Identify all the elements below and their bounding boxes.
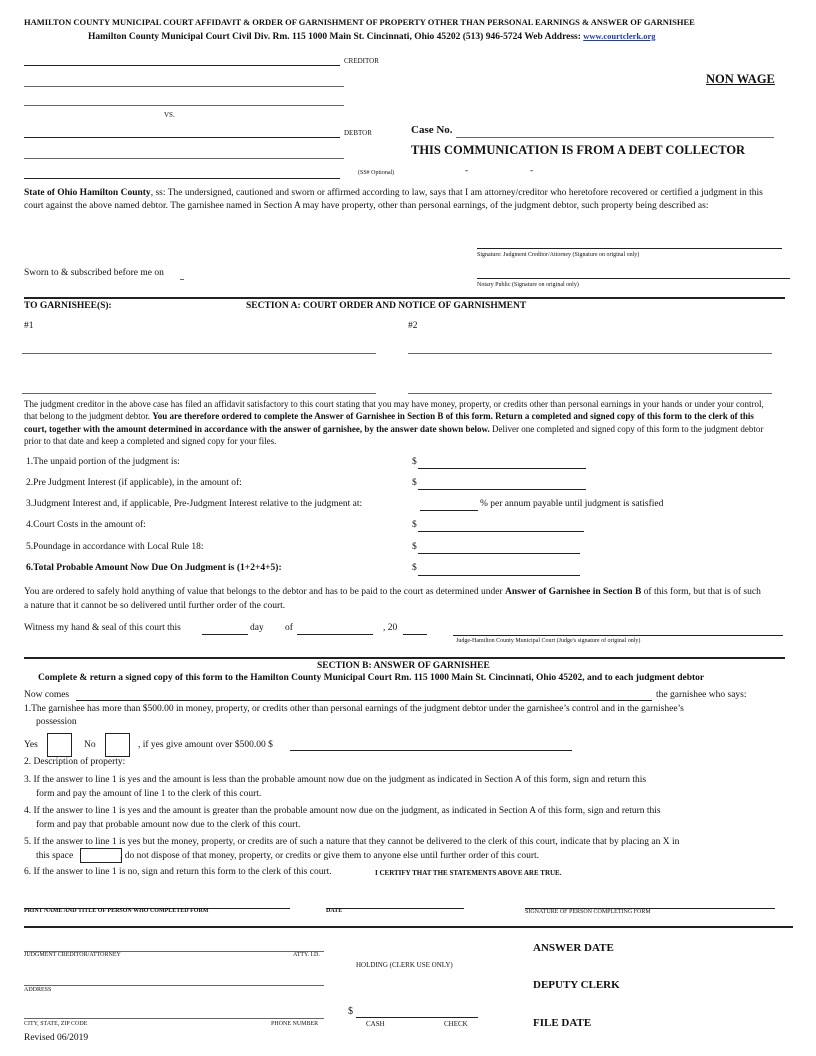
- line-5-space-label: this space: [36, 851, 74, 861]
- to-garnishee-label: TO GARNISHEE(S):: [24, 301, 112, 311]
- debtor-address-line-2[interactable]: [24, 178, 340, 179]
- day-label: day: [250, 623, 264, 633]
- item-4-text: Court Costs in the amount of:: [33, 520, 146, 530]
- creditor-attorney-label: JUDGMENT CREDITOR/ATTORNEY: [24, 952, 121, 958]
- witness-day-input[interactable]: [202, 634, 248, 635]
- garnishee-name-input[interactable]: [76, 700, 652, 701]
- no-checkbox[interactable]: [105, 733, 130, 757]
- answer-date-label: ANSWER DATE: [533, 942, 614, 954]
- case-no-input[interactable]: [456, 137, 774, 138]
- notary-signature-line[interactable]: [477, 278, 790, 279]
- item-1-amount-input[interactable]: [418, 468, 586, 469]
- notice-part-2: Deliver one completed and signed copy of this form to the judgment debtor prior to that date and keep a completed and signed copy for your files.: [24, 423, 764, 446]
- creditor-signature-line[interactable]: [477, 248, 782, 249]
- garnishee-1-line-2[interactable]: [22, 393, 376, 394]
- holding-dollar: $: [348, 1006, 353, 1017]
- creditor-signature-label: Signature: Judgment Creditor/Attorney (Signature on original only): [477, 252, 640, 258]
- item-6-num: 6.: [26, 563, 34, 573]
- item-5-text: Poundage in accordance with Local Rule 18:: [33, 542, 204, 552]
- line-6-text: 6. If the answer to line 1 is no, sign and return this form to the clerk of this court.: [24, 867, 332, 877]
- certify-statement: I CERTIFY THAT THE STATEMENTS ABOVE ARE TRUE.: [375, 869, 562, 877]
- section-a-divider: [24, 297, 785, 299]
- affidavit-text: [24, 187, 776, 212]
- line-2-text: 2. Description of property:: [24, 757, 126, 767]
- cash-label: CASH: [366, 1020, 385, 1028]
- garnishee-2-label: #2: [408, 321, 418, 331]
- debt-collector-notice: THIS COMMUNICATION IS FROM A DEBT COLLECTOR: [411, 143, 746, 157]
- year-label: , 20: [383, 623, 398, 633]
- ss-dash-2: -: [530, 166, 534, 176]
- item-4-label: [26, 520, 146, 530]
- address-label: ADDRESS: [24, 987, 52, 993]
- ss-dash-1: -: [465, 166, 469, 176]
- website-link[interactable]: www.courtclerk.org: [583, 31, 656, 41]
- ss-optional-label: (SS# Optional): [358, 170, 395, 176]
- affidavit-ss: , ss:: [150, 188, 166, 198]
- item-1-label: [26, 457, 180, 467]
- creditor-address-line-2[interactable]: [24, 105, 344, 106]
- hold-part-2: of this form, but that is of such a nature that it cannot be so delivered until further order of the court.: [24, 587, 761, 611]
- sworn-label: Sworn to & subscribed before me on: [24, 268, 164, 278]
- creditor-label: CREDITOR: [344, 57, 379, 65]
- item-2-label: [26, 478, 242, 488]
- footer-divider: [24, 926, 793, 928]
- garnishee-1-label: #1: [24, 321, 34, 331]
- holding-amount-input[interactable]: [356, 1017, 478, 1018]
- debtor-label: DEBTOR: [344, 129, 372, 137]
- affidavit-body: The undersigned, cautioned and sworn or affirmed according to law, says that I am attorney/creditor who heretofore recovered or certified a judgment in this court against the above named debtor. The garnishee named in Section A may have property, other than personal earnings, of the judgment debtor, such property being described as:: [24, 188, 763, 211]
- hold-order-text: [24, 585, 766, 613]
- creditor-line[interactable]: [24, 65, 340, 66]
- item-3-label: [26, 499, 362, 509]
- now-comes-label: Now comes: [24, 690, 70, 700]
- item-2-num: 2.: [26, 478, 34, 488]
- item-6-label: [26, 563, 282, 573]
- revised-label: Revised 06/2019: [24, 1033, 89, 1043]
- line-4-text-cont: form and pay that probable amount now due to the clerk of this court.: [36, 820, 301, 830]
- witness-month-input[interactable]: [297, 634, 373, 635]
- section-b-instruction: Complete & return a signed copy of this form to the Hamilton County Municipal Court Rm. 115 1000 Main St. Cincinnati, Ohio 45202, and to each judgment debtor: [38, 673, 705, 683]
- yes-label: Yes: [24, 740, 38, 750]
- court-address: [88, 31, 656, 42]
- amount-over-input[interactable]: [290, 750, 572, 751]
- item-3-num: 3.: [26, 499, 34, 509]
- line-1-possession: possession: [36, 717, 77, 727]
- city-label: CITY, STATE, ZIP CODE: [24, 1021, 88, 1027]
- section-a-title: SECTION A: COURT ORDER AND NOTICE OF GARNISHMENT: [246, 301, 527, 311]
- witness-year-input[interactable]: [403, 634, 427, 635]
- non-wage-label: NON WAGE: [706, 72, 775, 86]
- witness-label: Witness my hand & seal of this court this: [24, 623, 181, 633]
- hold-part-1: You are ordered to safely hold anything of value that belongs to the debtor and has to be paid to the court as determined under: [24, 587, 506, 597]
- file-date-label: FILE DATE: [533, 1017, 592, 1029]
- item-5-dollar: $: [412, 542, 417, 552]
- notary-signature-label: Notary Public (Signature on original only): [477, 282, 579, 288]
- print-name-label: PRINT NAME AND TITLE OF PERSON WHO COMPLETED FORM: [24, 908, 209, 914]
- line-5-x-box[interactable]: [80, 848, 122, 863]
- item-4-num: 4.: [26, 520, 34, 530]
- item-6-amount-input[interactable]: [418, 575, 580, 576]
- item-5-num: 5.: [26, 542, 34, 552]
- interest-suffix: % per annum payable until judgment is satisfied: [480, 499, 664, 509]
- garnishee-2-line-2[interactable]: [408, 393, 772, 394]
- case-no-label: Case No.: [411, 124, 453, 136]
- yes-checkbox[interactable]: [47, 733, 72, 757]
- garnishment-notice: [24, 398, 766, 447]
- hold-bold: Answer of Garnishee in Section B: [505, 587, 642, 597]
- item-1-dollar: $: [412, 457, 417, 467]
- section-b-title: SECTION B: ANSWER OF GARNISHEE: [317, 661, 490, 671]
- item-6-text: Total Probable Amount Now Due On Judgment is (1+2+4+5):: [33, 563, 282, 573]
- garnishee-says-label: the garnishee who says:: [656, 690, 747, 700]
- holding-label: HOLDING (CLERK USE ONLY): [356, 961, 453, 969]
- garnishee-1-line-1[interactable]: [22, 353, 376, 354]
- of-label: of: [285, 623, 293, 633]
- section-b-divider: [24, 657, 785, 659]
- debtor-address-line-1[interactable]: [24, 158, 344, 159]
- garnishee-2-line-1[interactable]: [408, 353, 772, 354]
- creditor-attorney-input[interactable]: [24, 951, 324, 952]
- check-label: CHECK: [444, 1020, 468, 1028]
- notice-part-1: The judgment creditor in the above case has filed an affidavit satisfactory to this court stating that you may have money, property, or credits other than personal earnings in your hands or under your control, that belong to the judgment debtor.: [24, 399, 764, 422]
- item-2-amount-input[interactable]: [418, 489, 586, 490]
- vs-label: VS.: [164, 111, 175, 119]
- line-3-text: 3. If the answer to line 1 is yes and the amount is less than the probable amount now due on the judgment as indicated in Section A of this form, sign and return this: [24, 775, 647, 785]
- item-4-dollar: $: [412, 520, 417, 530]
- court-address-text: Hamilton County Municipal Court Civil Div. Rm. 115 1000 Main St. Cincinnati, Ohio 45202 (513) 946-5724 Web Address:: [88, 32, 581, 42]
- line-1-text: 1.The garnishee has more than $500.00 in money, property, or credits other than personal earnings of the judgment debtor under the garnishee’s control and in the garnishee’s: [24, 704, 684, 714]
- item-4-amount-input[interactable]: [418, 531, 584, 532]
- item-2-dollar: $: [412, 478, 417, 488]
- affidavit-lead: State of Ohio Hamilton County: [24, 188, 151, 198]
- no-label: No: [84, 740, 96, 750]
- line-5-text-cont: , do not dispose of that money, property, or credits or give them to anyone else until further order of this court.: [120, 851, 540, 861]
- deputy-clerk-label: DEPUTY CLERK: [533, 979, 620, 991]
- item-3-text: Judgment Interest and, if applicable, Pre-Judgment Interest relative to the judgment at:: [33, 499, 363, 509]
- sworn-date-input[interactable]: [180, 279, 184, 280]
- address-input[interactable]: [24, 985, 324, 986]
- item-5-amount-input[interactable]: [418, 553, 580, 554]
- date-label: DATE: [326, 908, 343, 914]
- notice-bold: You are therefore ordered to complete the Answer of Garnishee in Section B of this form. Return a completed and signed copy of this form to the clerk of this court, together with the amount determined in accordance with the answer of garnishee, by the answer date shown below.: [24, 411, 754, 434]
- city-input[interactable]: [24, 1018, 324, 1019]
- item-3-rate-input[interactable]: [420, 510, 478, 511]
- item-6-dollar: $: [412, 563, 417, 573]
- judge-signature-label: Judge-Hamilton County Municipal Court (Judge's signature of original only): [456, 638, 641, 644]
- line-5-text: 5. If the answer to line 1 is yes but the money, property, or credits are of such a nature that they cannot be delivered to the clerk of this court, indicate that by placing an X in: [24, 837, 680, 847]
- phone-label: PHONE NUMBER: [271, 1021, 319, 1027]
- item-1-text: The unpaid portion of the judgment is:: [33, 457, 180, 467]
- item-5-label: [26, 542, 204, 552]
- if-yes-label: , if yes give amount over $500.00 $: [138, 740, 273, 750]
- creditor-address-line-1[interactable]: [24, 86, 344, 87]
- line-3-text-cont: form and pay the amount of line 1 to the clerk of this court.: [36, 789, 262, 799]
- item-1-num: 1.: [26, 457, 34, 467]
- date-input[interactable]: [326, 908, 464, 909]
- signature-completing-label: SIGNATURE OF PERSON COMPLETING FORM: [525, 909, 651, 915]
- line-4-text: 4. If the answer to line 1 is yes and the amount is greater than the probable amount now due on the judgment, as indicated in Section A of this form, sign and return this: [24, 806, 661, 816]
- judge-signature-line[interactable]: [453, 635, 783, 636]
- atty-id-label: ATTY. I.D.: [293, 952, 320, 958]
- item-2-text: Pre Judgment Interest (if applicable), in the amount of:: [33, 478, 242, 488]
- form-title: HAMILTON COUNTY MUNICIPAL COURT AFFIDAVIT & ORDER OF GARNISHMENT OF PROPERTY OTHER THAN PERSONAL EARNINGS & ANSWER OF GARNISHEE: [24, 17, 695, 27]
- debtor-line[interactable]: [24, 137, 340, 138]
